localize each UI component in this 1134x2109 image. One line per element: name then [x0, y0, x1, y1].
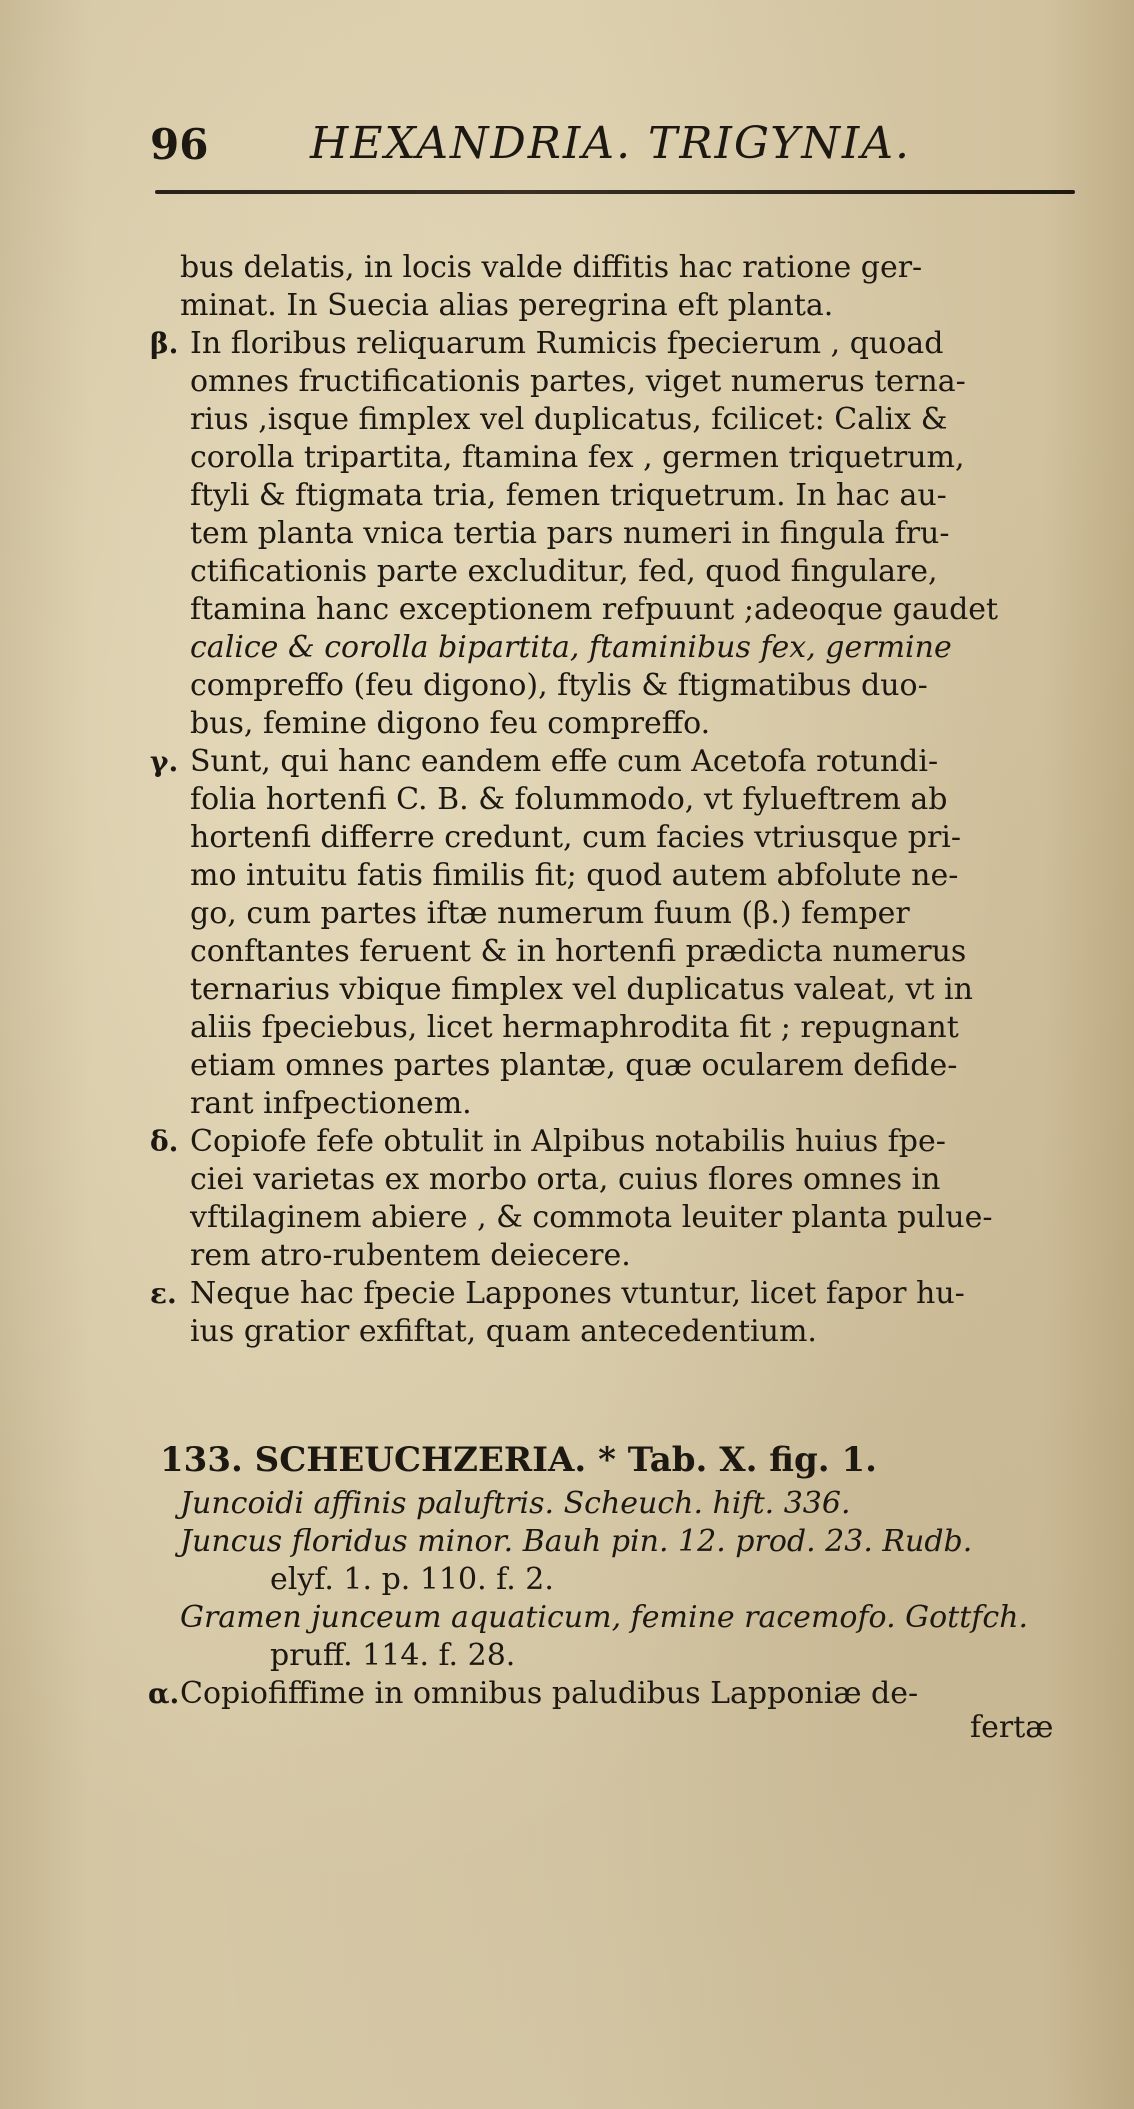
- entry-line: Gramen junceum aquaticum, femine racemofo. Gottfch.: [180, 1600, 1029, 1635]
- text-line: minat. In Suecia alias peregrina eft planta.: [180, 288, 834, 323]
- entry-line: pruff. 114. f. 28.: [270, 1638, 516, 1673]
- entry-line: Juncoidi affinis paluftris. Scheuch. hift. 336.: [180, 1486, 851, 1521]
- entry-heading: 133. SCHEUCHZERIA. * Tab. X. fig. 1.: [160, 1440, 877, 1480]
- paragraph-marker: β.: [150, 327, 179, 360]
- text-line: conftantes feruent & in hortenfi prædicta numerus: [190, 934, 967, 969]
- text-line: compreffo (feu digono), ftylis & ftigmatibus duo-: [190, 668, 928, 703]
- text-line: ius gratior exfiftat, quam antecedentium.: [190, 1314, 817, 1349]
- text-line: ftyli & ftigmata tria, femen triquetrum. In hac au-: [190, 478, 947, 513]
- page-header: [150, 118, 1080, 178]
- text-line: omnes fructificationis partes, viget numerus terna-: [190, 364, 966, 399]
- text-line: mo intuitu fatis fimilis fit; quod autem abfolute ne-: [190, 858, 959, 893]
- entry-line: Juncus floridus minor. Bauh pin. 12. prod. 23. Rudb.: [180, 1524, 973, 1559]
- text-line: go, cum partes iftæ numerum fuum (β.) femper: [190, 896, 910, 931]
- text-line: ciei varietas ex morbo orta, cuius flores omnes in: [190, 1162, 941, 1197]
- text-line: etiam omnes partes plantæ, quæ ocularem defide-: [190, 1048, 958, 1083]
- text-line: vftilaginem abiere , & commota leuiter planta pulue-: [190, 1200, 993, 1235]
- text-line: rius ,isque fimplex vel duplicatus, fcilicet: Calix &: [190, 402, 948, 437]
- text-line: hortenfi differre credunt, cum facies vtriusque pri-: [190, 820, 962, 855]
- header-rule: [155, 190, 1075, 194]
- text-line: bus, femine digono feu compreffo.: [190, 706, 711, 741]
- text-line: Copiofe fefe obtulit in Alpibus notabilis huius fpe-: [190, 1124, 946, 1159]
- text-line: Neque hac fpecie Lappones vtuntur, licet fapor hu-: [190, 1276, 965, 1311]
- text-line: ctificationis parte excluditur, fed, quod fingulare,: [190, 554, 938, 589]
- text-line: tem planta vnica tertia pars numeri in fingula fru-: [190, 516, 950, 551]
- paragraph-marker: δ.: [150, 1125, 179, 1158]
- text-line: rem atro-rubentem deiecere.: [190, 1238, 631, 1273]
- entry-line: Copiofiffime in omnibus paludibus Lapponiæ de-: [180, 1676, 919, 1711]
- text-line: In floribus reliquarum Rumicis fpecierum , quoad: [190, 326, 944, 361]
- paragraph-marker: ε.: [150, 1277, 177, 1310]
- text-line: ternarius vbique fimplex vel duplicatus valeat, vt in: [190, 972, 973, 1007]
- entry-line: elyf. 1. p. 110. f. 2.: [270, 1562, 554, 1597]
- text-line: calice & corolla bipartita, ftaminibus fex, germine: [190, 630, 952, 665]
- paragraph-marker: α.: [148, 1677, 180, 1710]
- text-line: bus delatis, in locis valde diffitis hac ratione ger-: [180, 250, 923, 285]
- text-line: folia hortenfi C. B. & folummodo, vt fylueftrem ab: [190, 782, 948, 817]
- running-head: HEXANDRIA. TRIGYNIA.: [310, 118, 911, 169]
- text-line: rant infpectionem.: [190, 1086, 472, 1121]
- text-line: corolla tripartita, ftamina fex , germen triquetrum,: [190, 440, 965, 475]
- page-number: 96: [150, 120, 209, 169]
- text-line: aliis fpeciebus, licet hermaphrodita fit ; repugnant: [190, 1010, 959, 1045]
- paragraph-marker: γ.: [150, 745, 179, 778]
- text-line: Sunt, qui hanc eandem effe cum Acetofa rotundi-: [190, 744, 939, 779]
- text-line: ftamina hanc exceptionem refpuunt ;adeoque gaudet: [190, 592, 999, 627]
- catchword: fertæ: [970, 1710, 1054, 1745]
